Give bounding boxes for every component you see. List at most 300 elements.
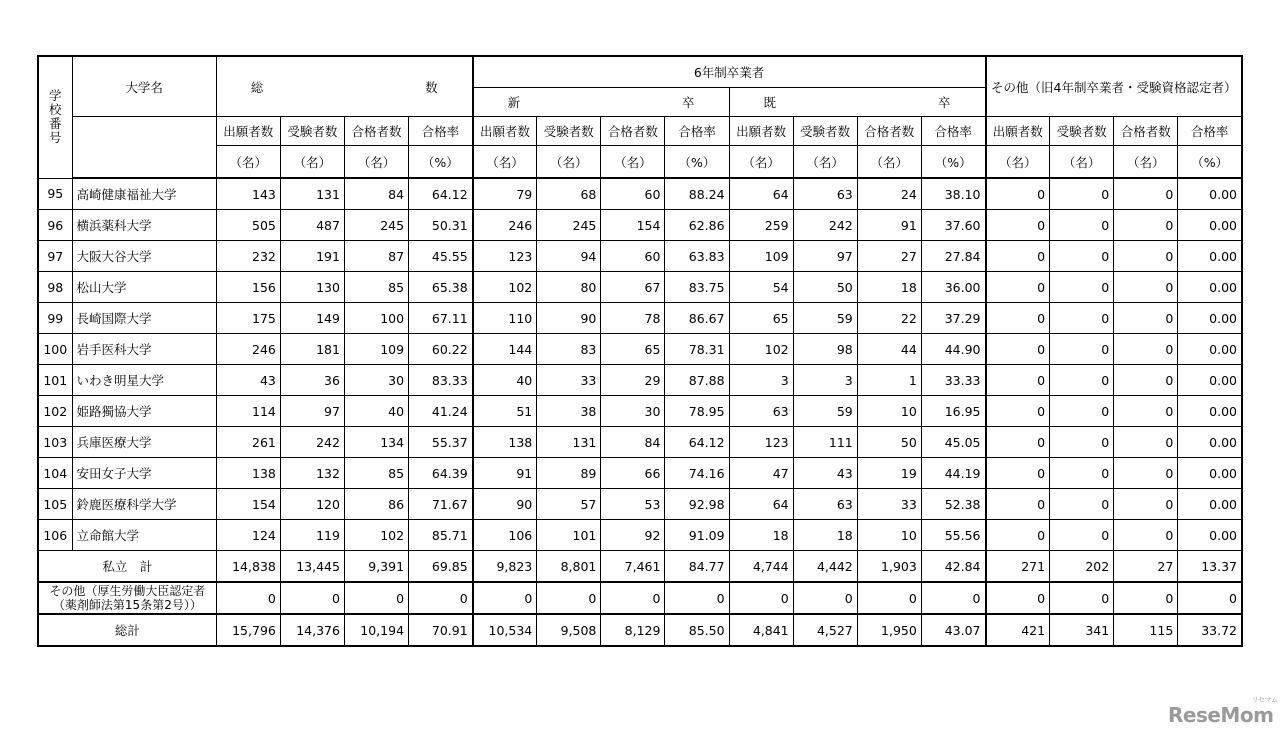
value-cell: 175 [216, 303, 280, 334]
value-cell: 65 [729, 303, 793, 334]
value-cell: 0 [1114, 582, 1178, 614]
grand-total-row [38, 614, 1242, 646]
value-cell: 111 [793, 427, 857, 458]
value-cell: 8,129 [601, 614, 665, 646]
value-cell: 0.00 [1178, 365, 1242, 396]
value-cell: 101 [537, 520, 601, 551]
col-applicants: 出願者数 [729, 117, 793, 146]
value-cell: 66 [601, 458, 665, 489]
value-cell: 7,461 [601, 551, 665, 583]
value-cell: 64 [729, 489, 793, 520]
value-cell: 0 [1050, 178, 1114, 210]
resemom-logo: ReseMom リセマム [1168, 696, 1278, 727]
value-cell: 102 [473, 272, 537, 303]
value-cell: 22 [857, 303, 921, 334]
row-label: 私立 計 [38, 551, 216, 583]
unit-label: （名） [986, 146, 1050, 179]
value-cell: 38 [537, 396, 601, 427]
school-number: 100 [38, 334, 72, 365]
value-cell: 114 [216, 396, 280, 427]
university-name: 松山大学 [72, 272, 216, 303]
value-cell: 487 [280, 210, 344, 241]
value-cell: 0 [1178, 582, 1242, 614]
university-name: 鈴鹿医療科学大学 [72, 489, 216, 520]
value-cell: 245 [537, 210, 601, 241]
value-cell: 0 [986, 303, 1050, 334]
table-row [38, 396, 1242, 427]
unit-label: （名） [473, 146, 537, 179]
value-cell: 115 [1114, 614, 1178, 646]
school-number: 104 [38, 458, 72, 489]
value-cell: 232 [216, 241, 280, 272]
value-cell: 50 [793, 272, 857, 303]
value-cell: 0 [344, 582, 408, 614]
value-cell: 0 [729, 582, 793, 614]
col-examinees: 受験者数 [280, 117, 344, 146]
value-cell: 0 [986, 427, 1050, 458]
value-cell: 0 [1114, 334, 1178, 365]
value-cell: 0 [857, 582, 921, 614]
value-cell: 37.29 [921, 303, 985, 334]
value-cell: 36.00 [921, 272, 985, 303]
value-cell: 0 [1050, 396, 1114, 427]
value-cell: 138 [216, 458, 280, 489]
value-cell: 0 [1050, 458, 1114, 489]
table-row [38, 365, 1242, 396]
value-cell: 9,391 [344, 551, 408, 583]
value-cell: 246 [473, 210, 537, 241]
value-cell: 30 [344, 365, 408, 396]
col-passed: 合格者数 [344, 117, 408, 146]
value-cell: 50 [857, 427, 921, 458]
value-cell: 0 [1050, 241, 1114, 272]
value-cell: 59 [793, 396, 857, 427]
value-cell: 261 [216, 427, 280, 458]
value-cell: 0 [986, 396, 1050, 427]
value-cell: 0.00 [1178, 458, 1242, 489]
value-cell: 14,376 [280, 614, 344, 646]
value-cell: 78 [601, 303, 665, 334]
value-cell: 0 [537, 582, 601, 614]
col-applicants: 出願者数 [986, 117, 1050, 146]
unit-label: （名） [216, 146, 280, 179]
value-cell: 44 [857, 334, 921, 365]
value-cell: 70.91 [409, 614, 473, 646]
col-passed: 合格者数 [1114, 117, 1178, 146]
value-cell: 53 [601, 489, 665, 520]
school-number: 106 [38, 520, 72, 551]
value-cell: 64.12 [409, 178, 473, 210]
school-number: 99 [38, 303, 72, 334]
unit-label: （名） [1050, 146, 1114, 179]
value-cell: 102 [729, 334, 793, 365]
other-group-header: その他（旧4年制卒業者・受験資格認定者） [986, 56, 1243, 117]
value-cell: 0.00 [1178, 520, 1242, 551]
value-cell: 45.05 [921, 427, 985, 458]
unit-label: （%） [921, 146, 985, 179]
value-cell: 154 [601, 210, 665, 241]
value-cell: 0 [986, 178, 1050, 210]
value-cell: 0 [1050, 334, 1114, 365]
table-header [38, 56, 1242, 178]
value-cell: 50.31 [409, 210, 473, 241]
value-cell: 109 [729, 241, 793, 272]
university-name: 長崎国際大学 [72, 303, 216, 334]
value-cell: 130 [280, 272, 344, 303]
value-cell: 27 [857, 241, 921, 272]
value-cell: 0 [1114, 178, 1178, 210]
unit-label: （名） [280, 146, 344, 179]
table-body [38, 178, 1242, 551]
value-cell: 0 [1114, 427, 1178, 458]
unit-label: （名） [344, 146, 408, 179]
value-cell: 132 [280, 458, 344, 489]
school-number: 101 [38, 365, 72, 396]
value-cell: 33 [537, 365, 601, 396]
value-cell: 97 [280, 396, 344, 427]
value-cell: 110 [473, 303, 537, 334]
table-row [38, 489, 1242, 520]
value-cell: 421 [986, 614, 1050, 646]
value-cell: 1 [857, 365, 921, 396]
value-cell: 1,950 [857, 614, 921, 646]
value-cell: 0 [1050, 365, 1114, 396]
value-cell: 55.56 [921, 520, 985, 551]
six-year-group-header: 6年制卒業者 [473, 56, 986, 88]
value-cell: 86.67 [665, 303, 729, 334]
value-cell: 38.10 [921, 178, 985, 210]
value-cell: 64 [729, 178, 793, 210]
value-cell: 191 [280, 241, 344, 272]
col-passed: 合格者数 [857, 117, 921, 146]
value-cell: 68 [537, 178, 601, 210]
value-cell: 0 [1114, 241, 1178, 272]
value-cell: 119 [280, 520, 344, 551]
value-cell: 64.12 [665, 427, 729, 458]
value-cell: 0 [1114, 520, 1178, 551]
value-cell: 42.84 [921, 551, 985, 583]
value-cell: 84.77 [665, 551, 729, 583]
col-pass-rate: 合格率 [1178, 117, 1242, 146]
value-cell: 0 [409, 582, 473, 614]
value-cell: 4,527 [793, 614, 857, 646]
value-cell: 59 [793, 303, 857, 334]
col-pass-rate: 合格率 [665, 117, 729, 146]
value-cell: 0 [1114, 272, 1178, 303]
value-cell: 63 [793, 178, 857, 210]
value-cell: 74.16 [665, 458, 729, 489]
value-cell: 92.98 [665, 489, 729, 520]
value-cell: 18 [729, 520, 793, 551]
value-cell: 64.39 [409, 458, 473, 489]
value-cell: 44.90 [921, 334, 985, 365]
value-cell: 0 [986, 489, 1050, 520]
value-cell: 271 [986, 551, 1050, 583]
unit-label: （名） [537, 146, 601, 179]
value-cell: 3 [729, 365, 793, 396]
unit-label: （%） [665, 146, 729, 179]
value-cell: 91.09 [665, 520, 729, 551]
table-row [38, 241, 1242, 272]
unit-label: （名） [729, 146, 793, 179]
value-cell: 0 [665, 582, 729, 614]
value-cell: 54 [729, 272, 793, 303]
value-cell: 0.00 [1178, 489, 1242, 520]
value-cell: 85.71 [409, 520, 473, 551]
value-cell: 78.95 [665, 396, 729, 427]
value-cell: 71.67 [409, 489, 473, 520]
value-cell: 44.19 [921, 458, 985, 489]
value-cell: 0 [216, 582, 280, 614]
unit-label: （名） [1114, 146, 1178, 179]
value-cell: 80 [537, 272, 601, 303]
value-cell: 259 [729, 210, 793, 241]
value-cell: 85.50 [665, 614, 729, 646]
unit-label: （名） [793, 146, 857, 179]
university-name: 大阪大谷大学 [72, 241, 216, 272]
col-applicants: 出願者数 [473, 117, 537, 146]
value-cell: 0 [1050, 272, 1114, 303]
col-examinees: 受験者数 [1050, 117, 1114, 146]
value-cell: 63 [793, 489, 857, 520]
university-name: 姫路獨協大学 [72, 396, 216, 427]
value-cell: 0 [1114, 396, 1178, 427]
value-cell: 0.00 [1178, 303, 1242, 334]
col-examinees: 受験者数 [793, 117, 857, 146]
value-cell: 138 [473, 427, 537, 458]
value-cell: 0 [986, 210, 1050, 241]
value-cell: 10,534 [473, 614, 537, 646]
value-cell: 0 [1114, 303, 1178, 334]
value-cell: 41.24 [409, 396, 473, 427]
value-cell: 18 [793, 520, 857, 551]
value-cell: 24 [857, 178, 921, 210]
other-certified-row [38, 582, 1242, 614]
value-cell: 40 [344, 396, 408, 427]
value-cell: 36 [280, 365, 344, 396]
value-cell: 0 [1050, 210, 1114, 241]
value-cell: 131 [537, 427, 601, 458]
value-cell: 60 [601, 241, 665, 272]
value-cell: 106 [473, 520, 537, 551]
value-cell: 242 [793, 210, 857, 241]
col-pass-rate: 合格率 [921, 117, 985, 146]
value-cell: 0 [1050, 303, 1114, 334]
value-cell: 52.38 [921, 489, 985, 520]
value-cell: 181 [280, 334, 344, 365]
new-graduates-header: 新 卒 [473, 88, 729, 117]
value-cell: 86 [344, 489, 408, 520]
value-cell: 0 [986, 334, 1050, 365]
value-cell: 242 [280, 427, 344, 458]
value-cell: 65.38 [409, 272, 473, 303]
value-cell: 154 [216, 489, 280, 520]
value-cell: 60 [601, 178, 665, 210]
value-cell: 67 [601, 272, 665, 303]
table-row [38, 334, 1242, 365]
university-name: 岩手医科大学 [72, 334, 216, 365]
value-cell: 0 [1050, 582, 1114, 614]
value-cell: 83 [537, 334, 601, 365]
unit-label: （名） [857, 146, 921, 179]
value-cell: 156 [216, 272, 280, 303]
value-cell: 60.22 [409, 334, 473, 365]
table-row [38, 210, 1242, 241]
value-cell: 18 [857, 272, 921, 303]
value-cell: 29 [601, 365, 665, 396]
value-cell: 10 [857, 520, 921, 551]
value-cell: 8,801 [537, 551, 601, 583]
value-cell: 19 [857, 458, 921, 489]
value-cell: 0 [986, 582, 1050, 614]
value-cell: 0 [1050, 489, 1114, 520]
value-cell: 63 [729, 396, 793, 427]
results-table [37, 55, 1243, 647]
value-cell: 0 [1114, 458, 1178, 489]
value-cell: 4,744 [729, 551, 793, 583]
value-cell: 0 [986, 365, 1050, 396]
value-cell: 79 [473, 178, 537, 210]
value-cell: 0.00 [1178, 334, 1242, 365]
value-cell: 0 [921, 582, 985, 614]
value-cell: 13.37 [1178, 551, 1242, 583]
value-cell: 45.55 [409, 241, 473, 272]
university-name: 高崎健康福祉大学 [72, 178, 216, 210]
value-cell: 43 [793, 458, 857, 489]
value-cell: 84 [344, 178, 408, 210]
unit-label: （%） [409, 146, 473, 179]
col-passed: 合格者数 [601, 117, 665, 146]
value-cell: 123 [473, 241, 537, 272]
value-cell: 202 [1050, 551, 1114, 583]
university-name: 立命館大学 [72, 520, 216, 551]
value-cell: 78.31 [665, 334, 729, 365]
value-cell: 4,841 [729, 614, 793, 646]
value-cell: 3 [793, 365, 857, 396]
value-cell: 97 [793, 241, 857, 272]
value-cell: 102 [344, 520, 408, 551]
value-cell: 57 [537, 489, 601, 520]
value-cell: 505 [216, 210, 280, 241]
value-cell: 88.24 [665, 178, 729, 210]
value-cell: 0 [280, 582, 344, 614]
value-cell: 0.00 [1178, 272, 1242, 303]
value-cell: 246 [216, 334, 280, 365]
value-cell: 85 [344, 458, 408, 489]
value-cell: 120 [280, 489, 344, 520]
value-cell: 55.37 [409, 427, 473, 458]
value-cell: 134 [344, 427, 408, 458]
value-cell: 69.85 [409, 551, 473, 583]
value-cell: 100 [344, 303, 408, 334]
table-row [38, 520, 1242, 551]
private-total-row [38, 551, 1242, 583]
row-label: 総計 [38, 614, 216, 646]
school-number: 97 [38, 241, 72, 272]
col-pass-rate: 合格率 [409, 117, 473, 146]
value-cell: 13,445 [280, 551, 344, 583]
value-cell: 9,823 [473, 551, 537, 583]
col-examinees: 受験者数 [537, 117, 601, 146]
value-cell: 149 [280, 303, 344, 334]
value-cell: 63.83 [665, 241, 729, 272]
value-cell: 91 [857, 210, 921, 241]
university-name: 安田女子大学 [72, 458, 216, 489]
university-name-header: 大学名 [72, 56, 216, 117]
value-cell: 87 [344, 241, 408, 272]
table-row [38, 178, 1242, 210]
value-cell: 33.33 [921, 365, 985, 396]
value-cell: 0 [601, 582, 665, 614]
value-cell: 15,796 [216, 614, 280, 646]
value-cell: 98 [793, 334, 857, 365]
value-cell: 0 [1114, 365, 1178, 396]
value-cell: 0.00 [1178, 427, 1242, 458]
value-cell: 123 [729, 427, 793, 458]
value-cell: 0 [1050, 427, 1114, 458]
value-cell: 94 [537, 241, 601, 272]
value-cell: 0.00 [1178, 210, 1242, 241]
value-cell: 0 [986, 272, 1050, 303]
value-cell: 83.75 [665, 272, 729, 303]
school-number-header: 学 校 番 号 [38, 56, 72, 178]
value-cell: 47 [729, 458, 793, 489]
value-cell: 10,194 [344, 614, 408, 646]
table-summary [38, 551, 1242, 647]
value-cell: 33 [857, 489, 921, 520]
value-cell: 87.88 [665, 365, 729, 396]
col-applicants: 出願者数 [216, 117, 280, 146]
value-cell: 0.00 [1178, 178, 1242, 210]
value-cell: 85 [344, 272, 408, 303]
value-cell: 0 [1114, 489, 1178, 520]
value-cell: 0 [1114, 210, 1178, 241]
value-cell: 30 [601, 396, 665, 427]
value-cell: 65 [601, 334, 665, 365]
value-cell: 0 [1050, 520, 1114, 551]
value-cell: 43.07 [921, 614, 985, 646]
prior-graduates-header: 既 卒 [729, 88, 985, 117]
value-cell: 14,838 [216, 551, 280, 583]
value-cell: 51 [473, 396, 537, 427]
value-cell: 27 [1114, 551, 1178, 583]
value-cell: 37.60 [921, 210, 985, 241]
university-name: 兵庫医療大学 [72, 427, 216, 458]
table-row [38, 272, 1242, 303]
value-cell: 43 [216, 365, 280, 396]
value-cell: 27.84 [921, 241, 985, 272]
value-cell: 0 [986, 458, 1050, 489]
school-number: 96 [38, 210, 72, 241]
value-cell: 0 [986, 241, 1050, 272]
value-cell: 0 [986, 520, 1050, 551]
value-cell: 33.72 [1178, 614, 1242, 646]
value-cell: 1,903 [857, 551, 921, 583]
table-row [38, 458, 1242, 489]
value-cell: 91 [473, 458, 537, 489]
university-name: いわき明星大学 [72, 365, 216, 396]
value-cell: 16.95 [921, 396, 985, 427]
school-number: 95 [38, 178, 72, 210]
value-cell: 83.33 [409, 365, 473, 396]
value-cell: 4,442 [793, 551, 857, 583]
value-cell: 40 [473, 365, 537, 396]
value-cell: 0.00 [1178, 396, 1242, 427]
table-row [38, 427, 1242, 458]
value-cell: 10 [857, 396, 921, 427]
value-cell: 0 [473, 582, 537, 614]
university-name: 横浜薬科大学 [72, 210, 216, 241]
